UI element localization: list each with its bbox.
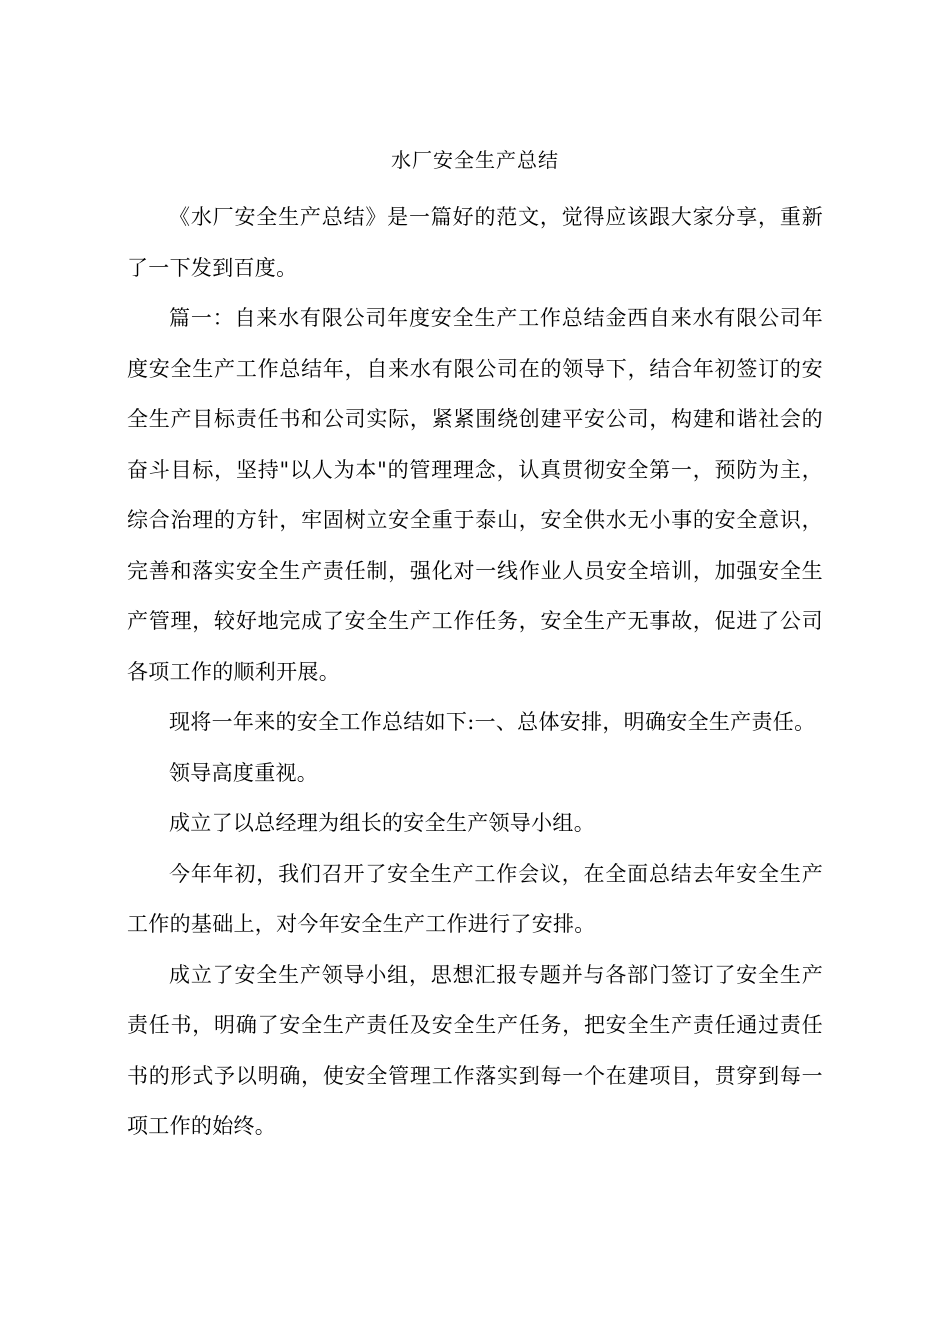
- document-title: 水厂安全生产总结: [391, 148, 559, 172]
- paragraph-part-one: 篇一：自来水有限公司年度安全生产工作总结金西自来水有限公司年度安全生产工作总结年，自来水有限公司在的领导下，结合年初签订的安全生产目标责任书和公司实际，紧紧围绕创建平安公司，构建和谐社会的奋斗目标，坚持"以人为本"的管理理念，认真贯彻安全第一，预防为主，综合治理的方针，牢固树立安全重于泰山，安全供水无小事的安全意识，完善和落实安全生产责任制，强化对一线作业人员安全培训，加强安全生产管理，较好地完成了安全生产工作任务，安全生产无事故，促进了公司各项工作的顺利开展。: [127, 306, 823, 684]
- document-body: [127, 192, 823, 1152]
- paragraph-meeting: 今年年初，我们召开了安全生产工作会议，在全面总结去年安全生产工作的基础上，对今年安全生产工作进行了安排。: [127, 861, 823, 936]
- paragraph-team: 成立了以总经理为组长的安全生产领导小组。: [169, 811, 595, 835]
- paragraph-responsibility: 成立了安全生产领导小组，思想汇报专题并与各部门签订了安全生产责任书，明确了安全生产责任及安全生产任务，把安全生产责任通过责任书的形式予以明确，使安全管理工作落实到每一个在建项目，贯穿到每一项工作的始终。: [127, 962, 823, 1138]
- paragraph-intro: 《水厂安全生产总结》是一篇好的范文，觉得应该跟大家分享，重新了一下发到百度。: [127, 205, 823, 280]
- paragraph-summary-heading: 现将一年来的安全工作总结如下:一、总体安排，明确安全生产责任。: [169, 710, 816, 734]
- paragraph-leadership: 领导高度重视。: [169, 760, 319, 785]
